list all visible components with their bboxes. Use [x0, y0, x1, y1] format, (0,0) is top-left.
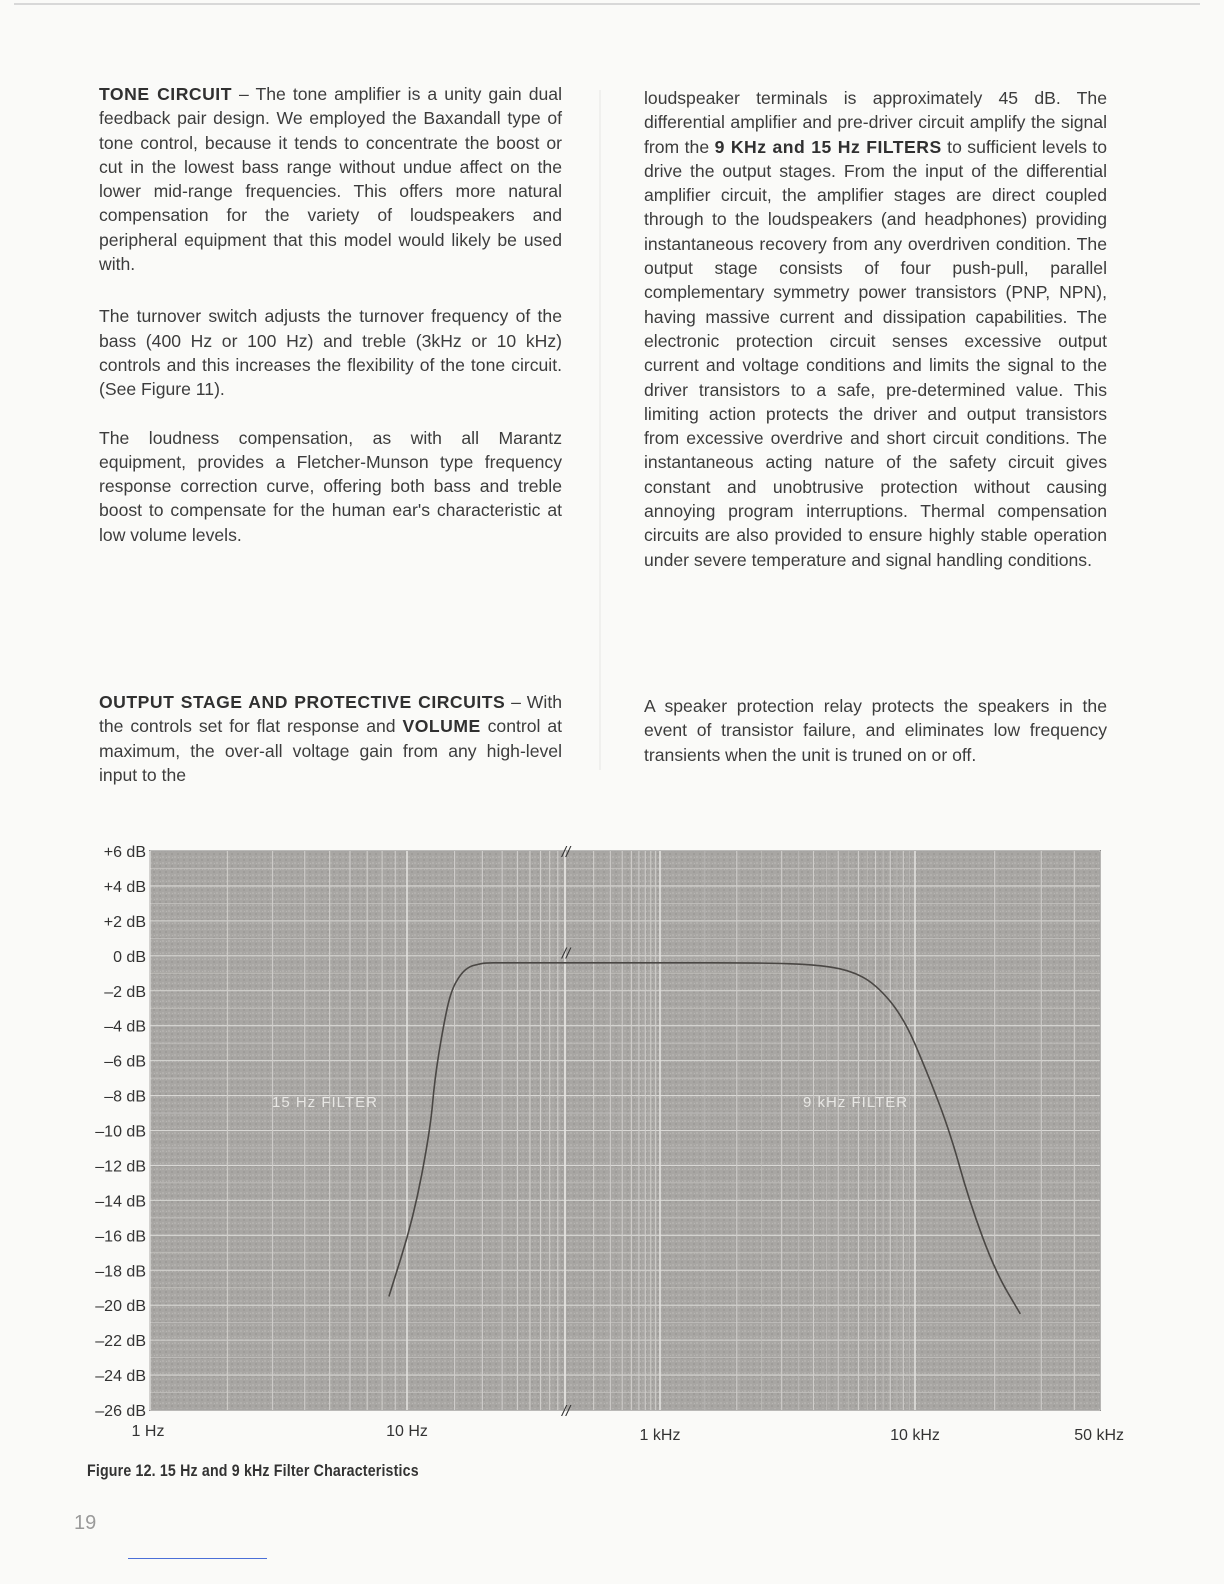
y-tick-label: 0 dB: [113, 948, 146, 966]
y-tick-label: –16 dB: [95, 1228, 146, 1246]
axis-break-mark: //: [561, 844, 571, 861]
axis-break-mark: //: [561, 1403, 571, 1420]
y-tick-label: –20 dB: [95, 1298, 146, 1316]
left-column: [99, 82, 562, 547]
tone-circuit-paragraph: [99, 82, 562, 276]
label-15hz-filter: 15 Hz FILTER: [272, 1093, 378, 1111]
x-tick-label: 50 kHz: [1074, 1427, 1124, 1444]
label-9khz-filter: 9 kHz FILTER: [803, 1093, 909, 1111]
output-stage-paragraph: [99, 690, 562, 787]
y-tick-label: –14 dB: [95, 1193, 146, 1211]
x-tick-label: 1 Hz: [131, 1423, 165, 1440]
y-tick-label: –6 dB: [104, 1053, 146, 1071]
y-tick-label: –26 dB: [95, 1403, 146, 1420]
x-tick-label: 1 kHz: [639, 1427, 681, 1444]
y-tick-label: +4 dB: [103, 878, 146, 896]
output-stage-continued: [644, 86, 1107, 572]
y-tick-label: +6 dB: [103, 844, 146, 861]
bottom-link-rule: [128, 1558, 267, 1559]
y-tick-label: –12 dB: [95, 1158, 146, 1176]
y-tick-label: –8 dB: [104, 1088, 146, 1106]
output-stage-heading: OUTPUT STAGE AND PROTECTIVE CIRCUITS: [99, 692, 506, 712]
y-tick-label: –18 dB: [95, 1263, 146, 1281]
turnover-paragraph: The turnover switch adjusts the turnover frequency of the bass (400 Hz or 100 Hz) and treble (3kHz or 10 kHz) controls and this increases the flexibility of the tone circuit. (See Figure 11).: [99, 306, 562, 400]
y-tick-label: +2 dB: [103, 913, 146, 931]
top-rule: [14, 3, 1200, 5]
output-text-b: control at maximum, the over-all voltage gain from any high-level input to the: [99, 716, 562, 785]
x-tick-label: 10 kHz: [890, 1427, 940, 1444]
output-cont-b: to sufficient levels to drive the output stages. From the input of the differential amplifier circuit, the amplifier stages are direct coupled through to the loudspeakers (and headphones) providing instantaneous recovery from any overdriven condition. The output stage consists of four push-pull, parallel complementary symmetry power transistors (PNP, NPN), having massive current and dissipation capabilities. The electronic protection circuit senses excessive output current and voltage conditions and limits the signal to the driver transistors to a safe, pre-determined value. This limiting action protects the driver and output transistors from excessive overdrive and short circuit conditions. The instantaneous acting nature of the safety circuit gives constant and unobtrusive protection without causing annoying program interruptions. Thermal compensation circuits are also provided to ensure highly stable operation under severe temperature and signal handling conditions.: [644, 136, 1107, 570]
output-text-a: – With the controls set for flat response and: [99, 692, 562, 737]
y-tick-label: –10 dB: [95, 1123, 146, 1141]
y-tick-label: –2 dB: [104, 983, 146, 1001]
y-tick-label: –4 dB: [104, 1018, 146, 1036]
output-cont-a: loudspeaker terminals is approximately 45 dB. The differential amplifier and pre-driver circuit amplify the signal from the: [644, 88, 1107, 157]
figure-caption: Figure 12. 15 Hz and 9 kHz Filter Characteristics: [87, 1462, 419, 1480]
x-tick-label: 10 Hz: [386, 1423, 428, 1440]
filters-bold: 9 KHz and 15 Hz FILTERS: [714, 136, 942, 157]
axis-break-mark: //: [561, 945, 571, 963]
loudness-paragraph: The loudness compensation, as with all Marantz equipment, provides a Fletcher-Munson type frequency response correction curve, offering both bass and treble boost to compensate for the human ear's characteristic at low volume levels.: [99, 427, 562, 545]
filter-chart-svg: [0, 820, 1224, 1470]
column-divider: [599, 90, 601, 770]
filter-chart: [0, 820, 1224, 1470]
right-column: [644, 86, 1107, 572]
tone-circuit-text: – The tone amplifier is a unity gain dual feedback pair design. We employed the Baxandall type of tone control, because it tends to concentrate the boost or cut in the lowest bass range without undue affect on the lower mid-range frequencies. This offers more natural compensation for the variety of loudspeakers and peripheral equipment that this model would likely be used with.: [99, 84, 562, 275]
volume-bold: VOLUME: [402, 716, 481, 737]
relay-paragraph: A speaker protection relay protects the speakers in the event of transistor failure, and eliminates low frequency transients when the unit is truned on or off.: [644, 696, 1107, 765]
y-tick-label: –22 dB: [95, 1333, 146, 1351]
tone-circuit-heading: TONE CIRCUIT: [99, 84, 232, 104]
page-number: 19: [74, 1512, 97, 1534]
y-tick-label: –24 dB: [95, 1368, 146, 1386]
